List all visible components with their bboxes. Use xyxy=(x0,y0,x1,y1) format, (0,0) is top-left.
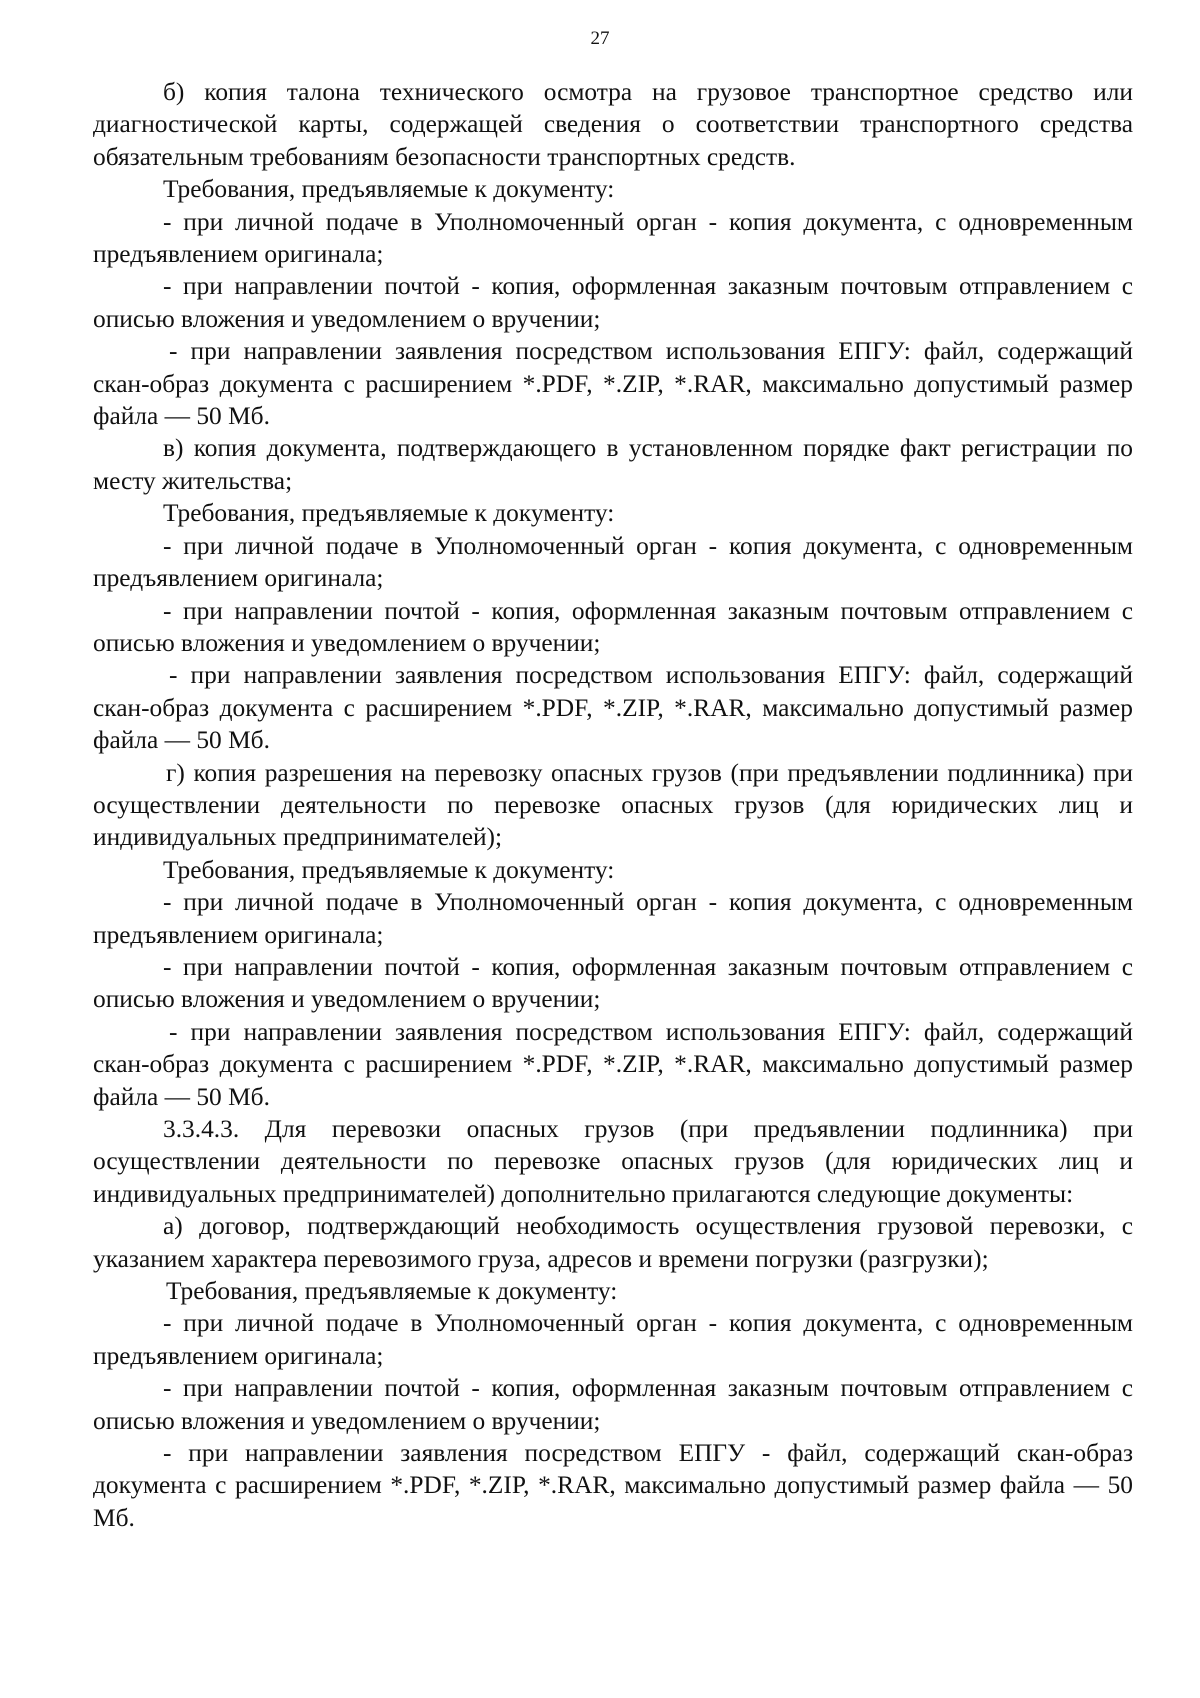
requirement-epgu: - при направлении заявления посредством использования ЕПГУ: файл, содержащий скан-образ документа с расширением *.PDF, *.ZIP, *.RAR, максимально допустимый размер файла — 50 Мб. xyxy=(93,1017,1133,1111)
requirement-by-mail: - при направлении почтой - копия, оформленная заказным почтовым отправлением с описью вложения и уведомлением о вручении; xyxy=(93,596,1133,657)
paragraph-item-v: в) копия документа, подтверждающего в установленном порядке факт регистрации по месту жительства; xyxy=(93,434,1133,495)
requirement-by-mail: - при направлении почтой - копия, оформленная заказным почтовым отправлением с описью вложения и уведомлением о вручении; xyxy=(93,272,1133,333)
requirements-heading: Требования, предъявляемые к документу: xyxy=(166,1277,618,1306)
page-number: 27 xyxy=(590,28,610,49)
paragraph-item-b: б) копия талона технического осмотра на грузовое транспортное средство или диагностической карты, содержащей сведения о соответствии транспортного средства обязательным требованиям безопасности транспортных средств. xyxy=(93,78,1133,171)
paragraph-item-a: а) договор, подтверждающий необходимость осуществления грузовой перевозки, с указанием характера перевозимого груза, адресов и времени погрузки (разгрузки); xyxy=(93,1212,1133,1273)
requirement-epgu: - при направлении заявления посредством использования ЕПГУ: файл, содержащий скан-образ документа с расширением *.PDF, *.ZIP, *.RAR, максимально допустимый размер файла — 50 Мб. xyxy=(93,661,1133,755)
requirement-in-person: - при личной подаче в Уполномоченный орган - копия документа, с одновременным предъявлением оригинала; xyxy=(93,207,1133,269)
requirement-in-person: - при личной подаче в Уполномоченный орган - копия документа, с одновременным предъявлением оригинала; xyxy=(93,888,1133,949)
document-body xyxy=(93,76,1133,1534)
requirement-by-mail: - при направлении почтой - копия, оформленная заказным почтовым отправлением с описью вложения и уведомлением о вручении; xyxy=(93,952,1133,1014)
requirements-heading: Требования, предъявляемые к документу: xyxy=(163,175,615,204)
paragraph-item-g: г) копия разрешения на перевозку опасных грузов (при предъявлении подлинника) при осуществлении деятельности по перевозке опасных грузов (для юридических лиц и индивидуальных предпринимателей); xyxy=(93,758,1133,852)
requirement-epgu: - при направлении заявления посредством ЕПГУ - файл, содержащий скан-образ документа с расширением *.PDF, *.ZIP, *.RAR, максимально допустимый размер файла — 50 Мб. xyxy=(93,1439,1133,1532)
requirement-in-person: - при личной подаче в Уполномоченный орган - копия документа, с одновременным предъявлением оригинала; xyxy=(93,1309,1133,1370)
requirement-epgu: - при направлении заявления посредством использования ЕПГУ: файл, содержащий скан-образ документа с расширением *.PDF, *.ZIP, *.RAR, максимально допустимый размер файла — 50 Мб. xyxy=(93,337,1133,431)
requirements-heading: Требования, предъявляемые к документу: xyxy=(163,499,615,528)
requirement-in-person: - при личной подаче в Уполномоченный орган - копия документа, с одновременным предъявлением оригинала; xyxy=(93,531,1133,593)
requirements-heading: Требования, предъявляемые к документу: xyxy=(163,855,615,884)
section-3-3-4-3: 3.3.4.3. Для перевозки опасных грузов (при предъявлении подлинника) при осуществлении деятельности по перевозке опасных грузов (для юридических лиц и индивидуальных предпринимателей) дополнительно прилагаются следующие документы: xyxy=(93,1115,1133,1208)
requirement-by-mail: - при направлении почтой - копия, оформленная заказным почтовым отправлением с описью вложения и уведомлением о вручении; xyxy=(93,1374,1133,1435)
